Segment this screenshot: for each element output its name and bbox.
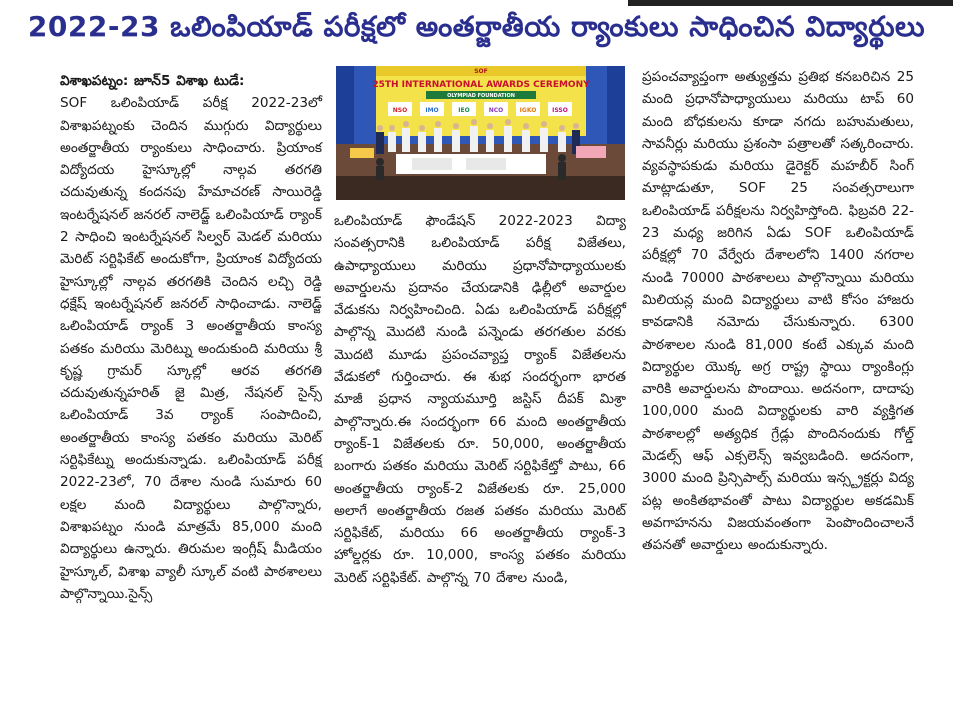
logo-strip-2: IEO [458, 107, 470, 114]
banner-title: 25TH INTERNATIONAL AWARDS CEREMONY [372, 80, 590, 90]
article-text-middle: ఒలింపియాడ్ ఫౌండేషన్ 2022-2023 విద్యా సంవత్సరానికి ఒలింపియాడ్ పరీక్ష విజేతలు, ఉపాధ్యాయులు మరియు ప్రధానోపాధ్యాయులకు అవార్డులను ప్రదానం చేయడానికి ఢిల్లీలో అవార్డుల వేడుకను నిర్వహించింది. ఏడు ఒలింపియాడ్ పరీక్షల్లో పాల్గొన్న మొదటి నుండి పన్నెండు తరగతుల వరకు మొదటి మూడు ప్రపంచవ్యాప్త ర్యాంక్ విజేతలను వేడుకలో గుర్తించారు. ఈ శుభ సందర్భంగా భారత మాజీ ప్రధాన న్యాయమూర్తి జస్టిస్ దీపక్ మిశ్రా పాల్గొన్నారు.ఈ సందర్భంగా 66 మంది అంతర్జాతీయ ర్యాంక్-1 విజేతలకు రూ. 50,000, అంతర్జాతీయ బంగారు పతకం మరియు మెరిట్ సర్టిఫికేట్తో పాటు, 66 అంతర్జాతీయ ర్యాంక్-2 విజేతలకు రూ. 25,000 అలాగే అంతర్జాతీయ రజత పతకం మరియు మెరిట్ సర్టిఫికేట్, మరియు 66 అంతర్జాతీయ ర్యాంక్-3 హోల్డర్లకు రూ. 10,000, కాంస్య పతకం మరియు మెరిట్ సర్టిఫికేట్. పాల్గొన్న 70 దేశాల నుండి, [334, 213, 626, 586]
dateline: విశాఖపట్నం: జూన్5 విశాఖ టుడే: [60, 73, 245, 89]
article-text-left: SOF ఒలింపియాడ్ పరీక్ష 2022-23లో విశాఖపట్నంకు చెందిన ముగ్గురు విద్యార్థులు అంతర్జాతీయ ర్యాంకులు సాధించారు. ప్రియాంక విద్యోదయ హైస్కూల్లో నాల్గవ తరగతి చదువుతున్న కందనపు హేమాచరణ్ సాయిరెడ్డి ఇంటర్నేషనల్ జనరల్ నాలెడ్జ్ ఒలింపియాడ్ ర్యాంక్ 2 సాధించి ఇంటర్నేషనల్ సిల్వర్ మెడల్ మరియు మెరిట్ సర్టిఫికేట్ అందుకోగా, ప్రియాంక విద్యోదయ హైస్కూల్లో నాల్గవ తరగతికి చెందిన లచ్చి రెడ్డి ధక్షేష్ ఇంటర్నేషనల్ జనరల్ సాధించాడు. నాలెడ్జ్ ఒలింపియాడ్ ర్యాంక్ 3 అంతర్జాతీయ కాంస్య పతకం మరియు మెరిట్ను అందుకుంది మరియు శ్రీ కృష్ణ గ్రామర్ స్కూల్లో ఆరవ తరగతి చదువుతున్నహరిత్ జై మిత్ర, నేషనల్ సైన్స్ ఒలింపియాడ్ 3వ ర్యాంక్ సంపాదించి, అంతర్జాతీయ కాంస్య పతకం మరియు మెరిట్ సర్టిఫికేట్ను అందుకున్నాడు. ఒలింపియాడ్ పరీక్ష 2022-23లో, 70 దేశాల నుండి సుమారు 60 లక్షల మంది విద్యార్థులు పాల్గొన్నారు, విశాఖపట్నం నుండి మాత్రమే 85,000 మంది విద్యార్థులు ఉన్నారు. తిరుమల ఇంగ్లీష్ మీడియం హైస్కూల్, విశాఖ వ్యాలీ స్కూల్ వంటి పాఠశాలలు పాల్గొన్నాయి.సైన్స్ [60, 95, 322, 602]
banner-subtitle: OLYMPIAD FOUNDATION [447, 93, 515, 99]
headline: 2022-23 ఒలింపియాడ్ పరీక్షలో అంతర్జాతీయ ర్యాంకులు సాధించిన విద్యార్థులు [27, 10, 926, 43]
logo-strip-5: ISSO [552, 107, 568, 114]
column-left [60, 70, 322, 605]
logo-strip-3: NCO [488, 107, 504, 114]
column-middle [334, 210, 626, 589]
sof-logo: SOF [474, 68, 488, 75]
article-text-right: ప్రపంచవ్యాప్తంగా అత్యుత్తమ ప్రతిభ కనబరిచిన 25 మంది ప్రధానోపాధ్యాయులు మరియు టాప్ 60 మంది బోధకులను కూడా నగదు బహుమతులు, సావనీర్లు మరియు ప్రశంసా పత్రాలతో సత్కరించారు. వ్యవస్థాపకుడు మరియు డైరెక్టర్ మహబీర్ సింగ్ మాట్లాడుతూ, SOF 25 సంవత్సరాలుగా ఒలింపియాడ్ పరీక్షలను నిర్వహిస్తోంది. ఫిబ్రవరి 22-23 మధ్య జరిగిన ఏడు SOF ఒలింపియాడ్ పరీక్షల్లో 70 వేర్వేరు దేశాలలోని 1400 నగరాల నుండి 70000 పాఠశాలలు పాల్గొన్నాయి మరియు మిలియన్ల మంది విద్యార్థులు వాటి కోసం హాజరు కావడానికి నమోదు చేసుకున్నారు. 6300 పాఠశాలల నుండి 81,000 కంటే ఎక్కువ మంది విద్యార్థుల యొక్క అగ్ర రాష్ట్ర స్థాయి ర్యాంకింగ్లు వారికి అవార్డులను పొందాయి. అదనంగా, దాదాపు 100,000 మంది విద్యార్థులకు వారి వ్యక్తిగత పాఠశాలల్లో అత్యధిక గ్రేడ్లు పొందినందుకు గోల్డ్ మెడల్స్ ఆఫ్ ఎక్సలెన్స్ ఇవ్వబడింది. అదనంగా, 3000 మంది ప్రిన్సిపాల్స్ మరియు ఇన్స్ట్రక్టర్లు విద్య పట్ల అంకితభావంతో పాటు విద్యార్థుల అకడమిక్ అవగాహనను విజయవంతంగా పెంపొందించాలనే తపనతో అవార్డులు అందుకున్నారు. [642, 69, 914, 554]
column-right [642, 66, 914, 557]
awards-ceremony-photo [336, 66, 625, 200]
logo-strip-4: IGKO [519, 107, 537, 114]
logo-strip-1: IMO [425, 107, 439, 114]
logo-strip-0: NSO [392, 107, 408, 114]
